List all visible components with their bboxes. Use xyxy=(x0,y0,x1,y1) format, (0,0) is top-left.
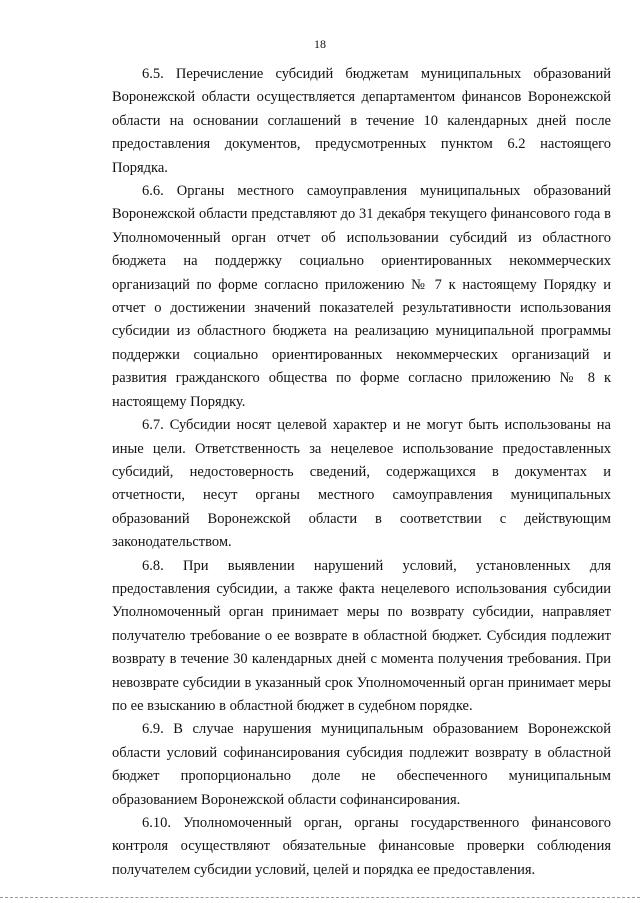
paragraph-6-6: 6.6. Органы местного самоуправления муниципальных образований Воронежской области представляют до 31 декабря текущего финансового года в Уполномоченный орган отчет об использовании субсидий из областного бюджета на поддержку социально ориентированных некоммерческих организаций по форме согласно приложению № 7 к настоящему Порядку и отчет о достижении значений показателей результативности использования субсидии из областного бюджета на реализацию муниципальной программы поддержки социально ориентированных некоммерческих организаций и развития гражданского общества по форме согласно приложению № 8 к настоящему Порядку. xyxy=(112,183,611,410)
paragraph-6-5: 6.5. Перечисление субсидий бюджетам муниципальных образований Воронежской области осуществляется департаментом финансов Воронежской области на основании соглашений в течение 10 календарных дней после предоставления документов, предусмотренных пунктом 6.2 настоящего Порядка. xyxy=(112,66,611,176)
document-body xyxy=(112,63,611,882)
page-number: 18 xyxy=(314,37,326,51)
paragraph-6-7: 6.7. Субсидии носят целевой характер и не могут быть использованы на иные цели. Ответственность за нецелевое использование предоставленных субсидий, недостоверность сведений, содержащихся в документах и отчетности, несут органы местного самоуправления муниципальных образований Воронежской области в соответствии с действующим законодательством. xyxy=(112,417,611,551)
paragraph-6-8: 6.8. При выявлении нарушений условий, установленных для предоставления субсидии, а также факта нецелевого использования субсидии Уполномоченный орган принимает меры по возврату субсидии, направляет получателю требование о ее возврате в областной бюджет. Субсидия подлежит возврату в течение 30 календарных дней с момента получения требования. При невозврате субсидии в указанный срок Уполномоченный орган принимает меры по ее взысканию в областной бюджет в судебном порядке. xyxy=(112,557,611,714)
paragraph-6-10: 6.10. Уполномоченный орган, органы государственного финансового контроля осуществляют обязательные финансовые проверки соблюдения получателем субсидии условий, целей и порядка ее предоставления. xyxy=(112,815,611,878)
page-bottom-rule xyxy=(0,897,640,899)
paragraph-6-9: 6.9. В случае нарушения муниципальным образованием Воронежской области условий софинансирования субсидия подлежит возврату в областной бюджет пропорционально доле не обеспеченного муниципальным образованием Воронежской области софинансирования. xyxy=(112,721,611,808)
